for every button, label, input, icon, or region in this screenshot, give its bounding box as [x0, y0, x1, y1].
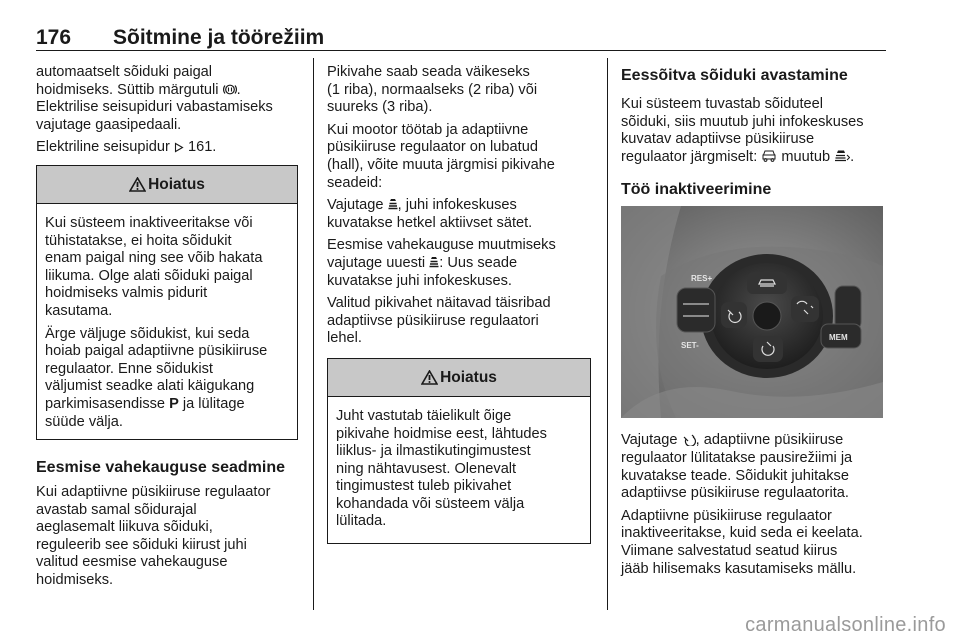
page-reference-icon: [174, 142, 184, 153]
warning-box: [327, 358, 591, 544]
cross-reference: Elektriline seisupidur 161.: [36, 139, 217, 156]
paragraph: automaatselt sõiduki paigal hoidmiseks. Süttib märgutuli . Elektrilise seisupiduri vabastamiseks vajutage gaasipedaali.: [36, 64, 273, 133]
acc-no-vehicle-icon: [761, 149, 777, 163]
warning-triangle-icon: [421, 370, 438, 385]
column-2: [327, 64, 591, 548]
steering-wheel-controls-image: [621, 206, 883, 418]
paragraph: Kui mootor töötab ja adaptiivne püsikiiruse regulaator on lubatud (hall), võite muuta järgmisi pikivahe seadeid:: [327, 121, 555, 191]
following-distance-icon: [388, 198, 398, 211]
warning-heading: Hoiatus: [37, 166, 297, 204]
paragraph: Vajutage , juhi infokeskuses kuvatakse hetkel aktiivset sätet.: [327, 197, 533, 231]
warning-box: [36, 165, 298, 440]
column-1: [36, 64, 298, 595]
paragraph: Eesmise vahekauguse muutmiseks vajutage uuesti : Uus seade kuvatakse juhi infokeskuses.: [327, 237, 556, 289]
page-number: 176: [36, 26, 72, 49]
page-title: Sõitmine ja töörežiim: [113, 26, 325, 49]
hold-indicator-icon: [223, 83, 237, 96]
acc-pause-icon: [682, 433, 696, 446]
warning-text: Juht vastutab täielikult õige pikivahe hoidmise eest, lähtudes liiklus- ja ilmastikutingimustest ning nähtavusest. Olenevalt tingimustest tuleb pikivahet kohandada või süsteem välja lülitada.: [336, 407, 547, 530]
mem-label: MEM: [829, 333, 848, 343]
acc-vehicle-detected-icon: [834, 149, 850, 163]
set-label: SET-: [681, 341, 699, 351]
warning-text: Ärge väljuge sõidukist, kui seda hoiab paigal adaptiivne püsikiiruse regulaator. Enne sõidukist väljumist seadke alati käigukang parkimisasendisse P ja lülitage süüde välja.: [45, 325, 268, 430]
header-rule: [36, 50, 886, 51]
column-divider-2: [607, 58, 608, 610]
column-divider-1: [313, 58, 314, 610]
paragraph: Pikivahe saab seada väikeseks (1 riba), normaalseks (2 riba) või suureks (3 riba).: [327, 64, 538, 116]
column-3: [621, 64, 891, 583]
paragraph: Vajutage , adaptiivne püsikiiruse regulaator lülitatakse pausirežiimi ja kuvatakse teade. Sõidukit juhitakse adaptiivse püsikiiruse regulaatorita.: [621, 432, 853, 502]
following-distance-icon: [429, 256, 439, 269]
warning-text: Kui süsteem inaktiveeritakse või tühistatakse, ei hoita sõidukit enam paigal ning see võib hakata liikuma. Olge alati sõiduki paigal hoidmiseks valmis pidurit kasutama.: [45, 214, 263, 319]
section-heading: Eessõitva sõiduki avastamine: [621, 67, 848, 84]
paragraph: Kui süsteem tuvastab sõiduteel sõiduki, siis muutub juhi infokeskuses kuvatav adaptiivse püsikiiruse regulaator järgmiselt: muutub .: [621, 96, 864, 165]
watermark: carmanualsonline.info: [745, 614, 946, 636]
section-heading: Eesmise vahekauguse seadmine: [36, 459, 286, 477]
paragraph: Valitud pikivahet näitavad täisribad adaptiivse püsikiiruse regulaatori lehel.: [327, 295, 551, 347]
section-heading: Töö inaktiveerimine: [621, 181, 772, 199]
warning-triangle-icon: [129, 177, 146, 192]
paragraph: Adaptiivne püsikiiruse regulaator inaktiveeritakse, kuid seda ei keelata. Viimane salvestatud seatud kiirus jääb hilisemaks kasutamiseks mällu.: [621, 507, 863, 577]
warning-heading: Hoiatus: [328, 359, 590, 397]
res-label: RES+: [691, 274, 713, 284]
paragraph: Kui adaptiivne püsikiiruse regulaator avastab samal sõidurajal aeglasemalt liikuva sõiduki, reguleerib see sõiduki kiirust juhi valitud eesmise vahekauguse hoidmiseks.: [36, 484, 271, 589]
